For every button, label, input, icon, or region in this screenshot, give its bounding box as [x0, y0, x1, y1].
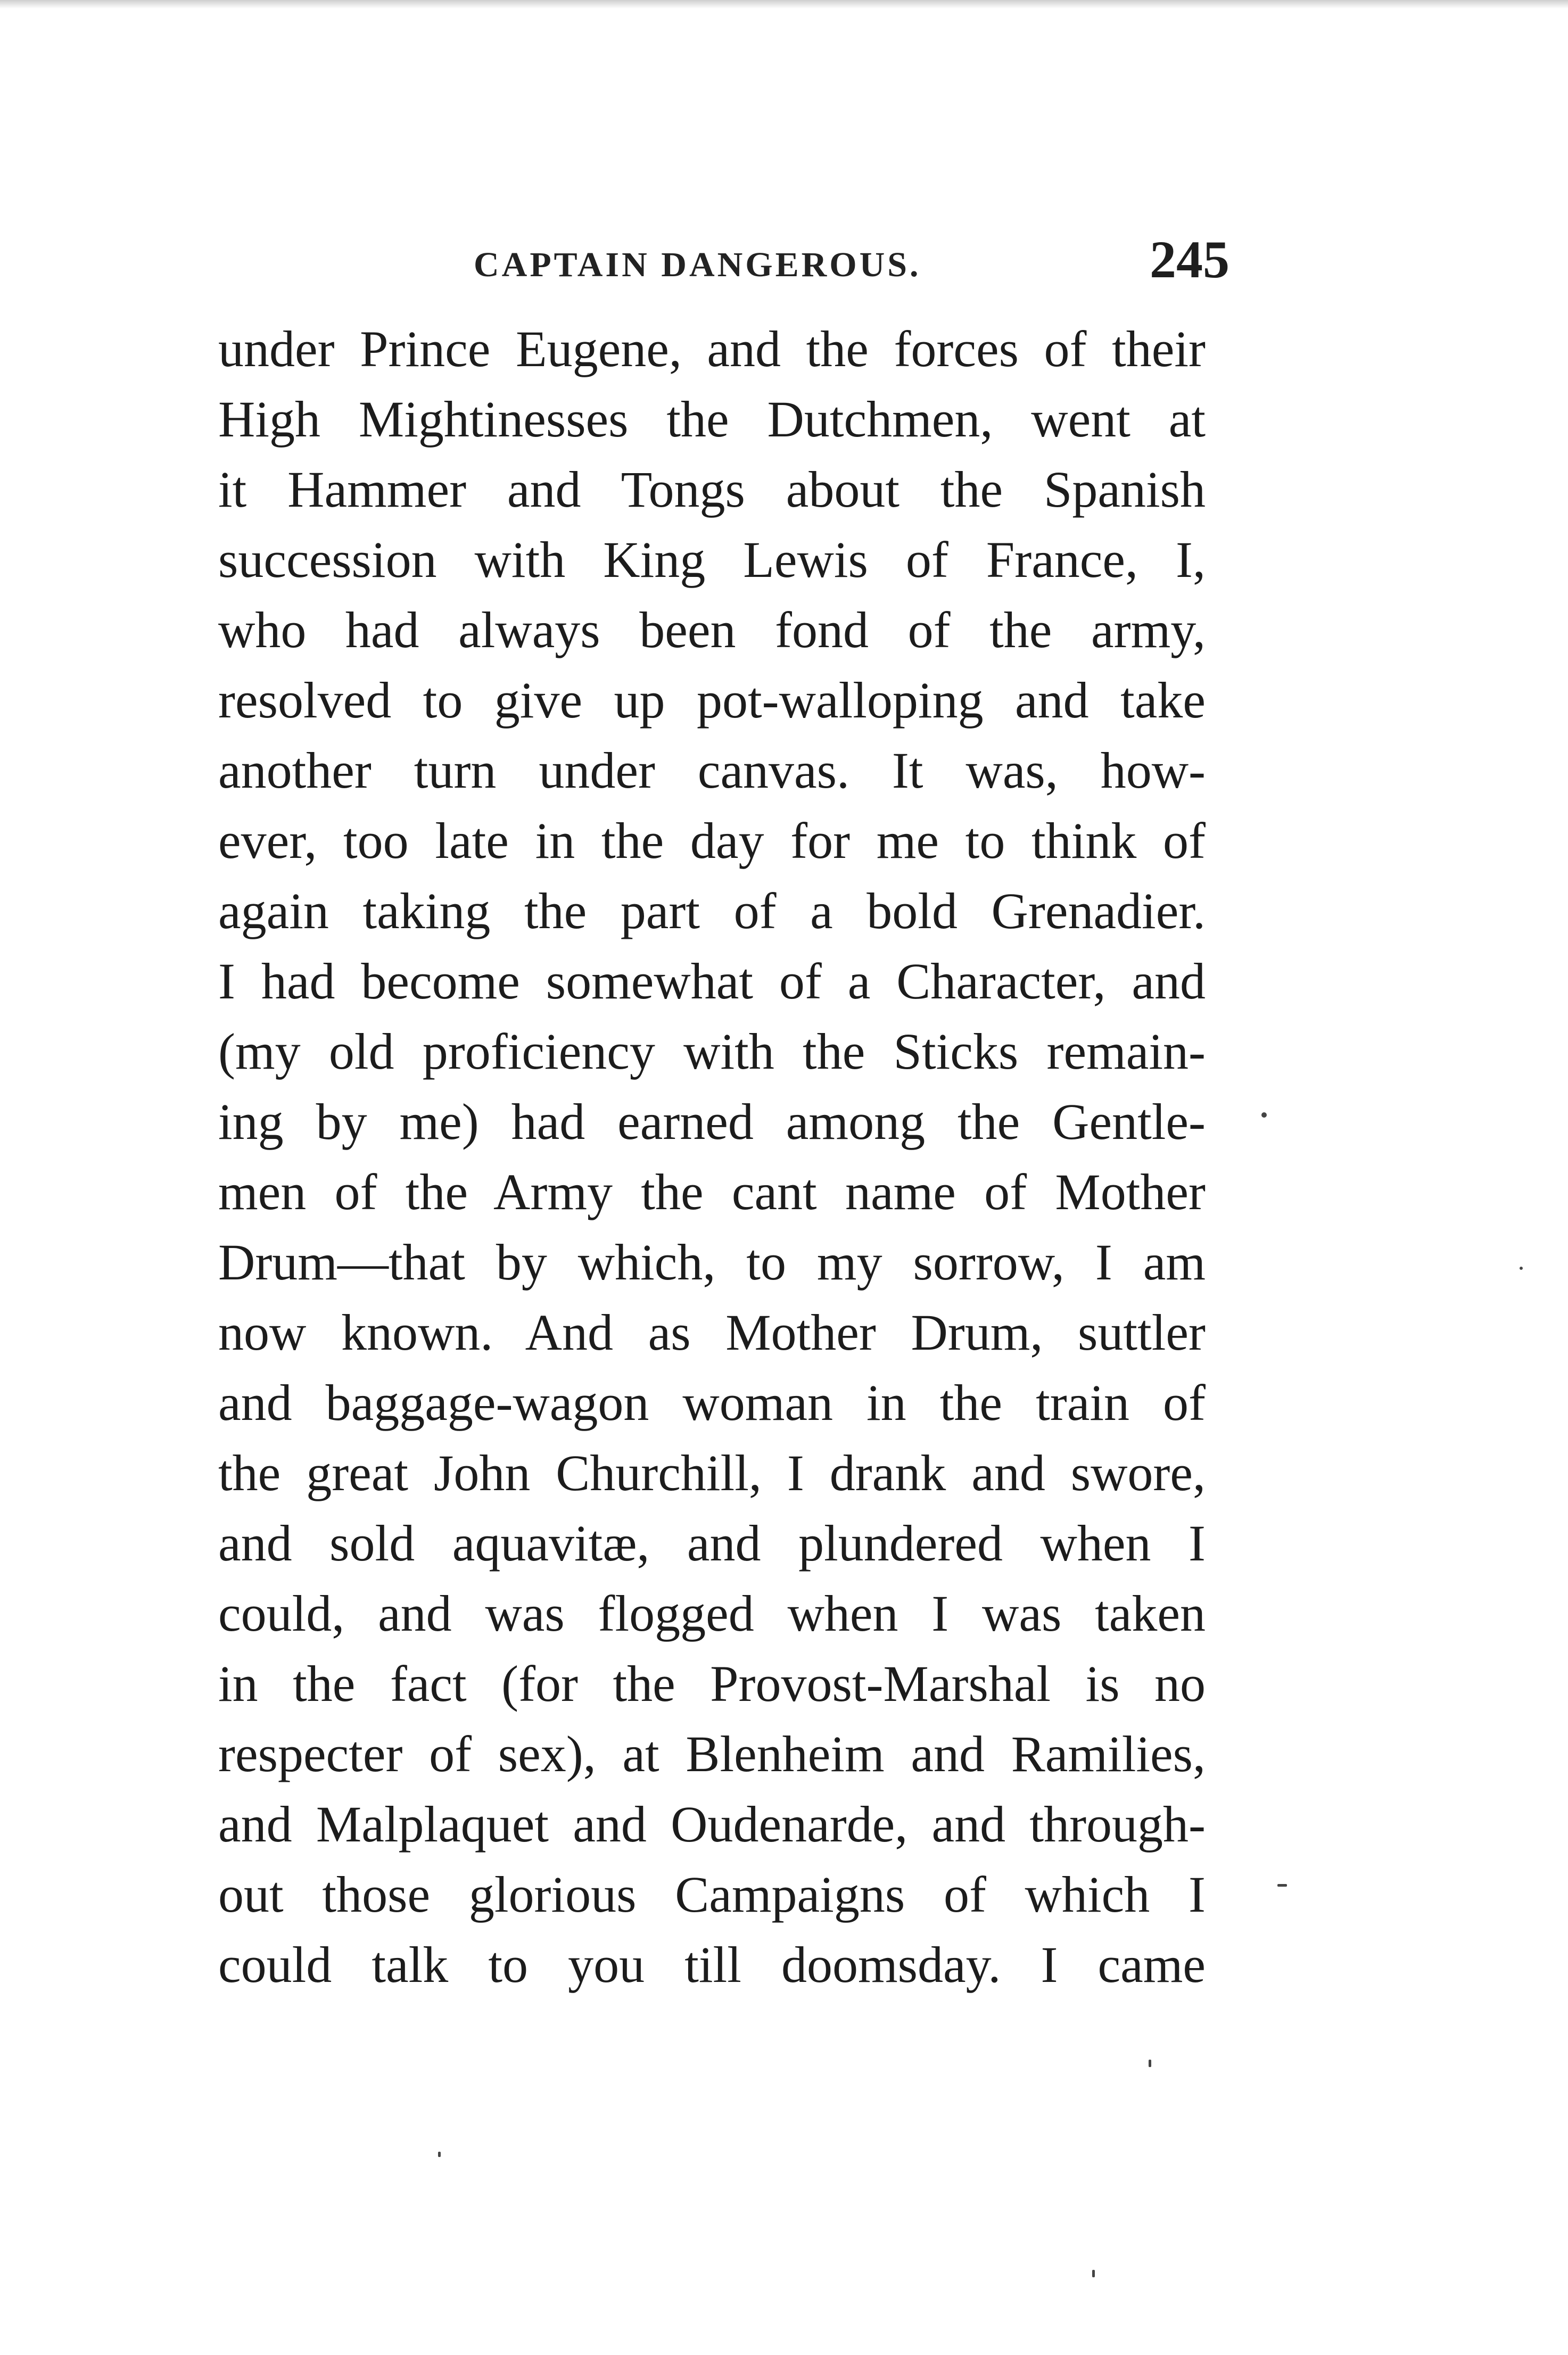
text-line: it Hammer and Tongs about the Spanish	[218, 461, 1206, 518]
text-line: succession with King Lewis of France, I,	[218, 531, 1206, 588]
scan-top-edge	[0, 0, 1568, 9]
scan-speck	[1520, 1267, 1523, 1270]
text-line: out those glorious Campaigns of which I	[218, 1866, 1206, 1923]
scan-speck	[438, 2152, 441, 2157]
text-line: and baggage-wagon woman in the train of	[218, 1374, 1206, 1431]
text-line: could talk to you till doomsday. I came	[218, 1936, 1206, 1993]
text-line: again taking the part of a bold Grenadier.	[218, 882, 1206, 939]
text-line: under Prince Eugene, and the forces of their	[218, 320, 1206, 377]
text-line: High Mightinesses the Dutchmen, went at	[218, 391, 1206, 448]
running-title: CAPTAIN DANGEROUS.	[474, 245, 921, 284]
scan-speck	[1261, 1112, 1267, 1118]
body-text	[218, 314, 1206, 2000]
scan-speck	[1149, 2060, 1151, 2067]
text-line: in the fact (for the Provost-Marshal is no	[218, 1655, 1206, 1712]
text-line: (my old proficiency with the Sticks remain-	[218, 1023, 1206, 1080]
scan-speck	[1277, 1884, 1287, 1887]
text-line: men of the Army the cant name of Mother	[218, 1163, 1206, 1220]
text-line: respecter of sex), at Blenheim and Ramilies,	[218, 1725, 1206, 1782]
text-line: and Malplaquet and Oudenarde, and through-	[218, 1796, 1206, 1853]
scan-speck	[1092, 2270, 1095, 2277]
text-line: now known. And as Mother Drum, suttler	[218, 1304, 1206, 1361]
text-line: resolved to give up pot-walloping and take	[218, 672, 1206, 729]
text-line: ing by me) had earned among the Gentle-	[218, 1093, 1206, 1150]
text-line: ever, too late in the day for me to think of	[218, 812, 1206, 869]
text-line: who had always been fond of the army,	[218, 601, 1206, 658]
text-line: another turn under canvas. It was, how-	[218, 742, 1206, 799]
text-line: could, and was flogged when I was taken	[218, 1585, 1206, 1642]
text-line: and sold aquavitæ, and plundered when I	[218, 1515, 1206, 1572]
text-line: I had become somewhat of a Character, and	[218, 953, 1206, 1010]
text-line: Drum—that by which, to my sorrow, I am	[218, 1234, 1206, 1291]
page-number: 245	[1150, 230, 1229, 289]
text-line: the great John Churchill, I drank and swore,	[218, 1444, 1206, 1501]
page-header	[474, 229, 1229, 293]
